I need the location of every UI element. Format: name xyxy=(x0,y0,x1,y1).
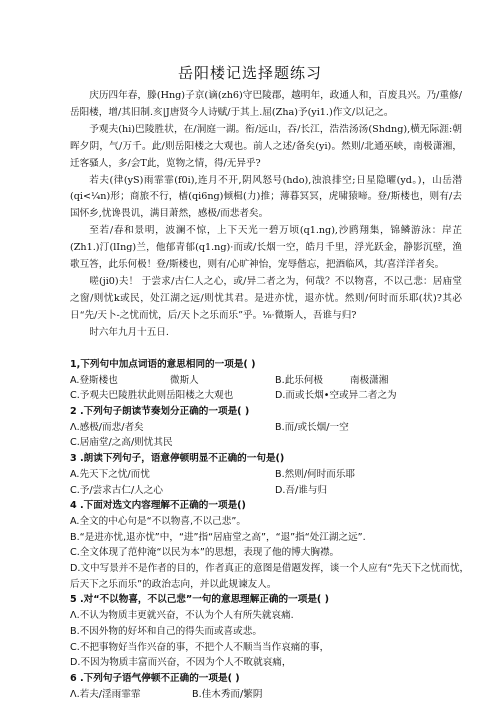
question-5-option-d: D.不因为物质丰富而兴奋，不因为个人不畋就哀痛， xyxy=(70,657,292,669)
question-4-option-a: A.全文的中心句是“不以物喜,不以己悲”。 xyxy=(70,515,246,527)
passage-paragraph: 庆历四年春，滕(Hng)子京(谪(zh6)守巴陵郡，越明年，政通人和，百废具兴。乃/重修/岳阳楼，增/其旧制.亥|J唐贤今人诗赋/于其上.屈(Zha)予(yi1.)作文/以记之。 xyxy=(70,90,462,118)
question-3-stem: 3 .朗读下列句子，语意停顿明显不正确的一句是() xyxy=(70,453,285,465)
question-4-option-d: D.文中写景并不是作者的目的，作者真正的意图是借题发挥，谈一个人应有“先天下之忧而忧，后天下之乐而乐”的政治志向，并以此规谏友人。 xyxy=(70,563,470,590)
question-3-options-row-1 xyxy=(70,467,470,483)
question-2-options-row-1 xyxy=(70,420,470,436)
question-2-option-b: B.而/或长烟/一空 xyxy=(275,421,349,433)
question-3-options-row-2 xyxy=(70,483,470,499)
question-1-option-b-pair: 南极潇湘 xyxy=(350,374,389,386)
question-6-options-row-1 xyxy=(70,687,470,703)
question-1-option-b: B.此乐何极 xyxy=(275,374,324,386)
question-1-option-d: D.而或长烟•空或异二者之为 xyxy=(275,390,397,402)
question-4-option-b: B.“是进亦忧,退亦忧”中，“进”指“居庙堂之高”，“退”指“处江湖之远”. xyxy=(70,531,366,543)
question-5-option-b: B.不因外物的好坏和自己的得失而或喜或悲。 xyxy=(70,625,262,637)
question-3-option-b: B.然则/何时而乐耶 xyxy=(275,468,356,480)
question-2-stem: 2 .下列句子朗读节奏划分正确的一项是( ) xyxy=(70,406,250,418)
passage-date: 时六年九月十五日. xyxy=(89,326,169,338)
question-1-options-row-2 xyxy=(70,388,470,404)
question-5-option-c: C.不把事物好当作兴奋的事，不把个人不顺当当作哀痛的事， xyxy=(70,641,330,653)
question-1-stem: 1,下列句中加点词语的意思相同的一项是( ) xyxy=(70,359,256,370)
passage-paragraph: 至若/春和景明，波澜不惊，上下天光一碧万顷(q1.ng),沙鸥翔集，锦鳞游泳：岸芷(Zh1.)汀(lIng)兰，他郁青郁(q1.ng)·而或/长烟一空，皓月千里，浮光跃金，静影沉壁，渔歌互答，此乐何极！登/斯楼也，则有/心旷神怡，宠辱偕忘，把酒临风，其/喜洋洋者矣。 xyxy=(70,225,462,271)
question-4-option-c: C.全文体现了范仲淹“以民为本”的思想，表现了他的博大胸襟。 xyxy=(70,547,340,559)
question-5-option-a: Λ.不认为物质丰更就兴奋，不认为个人有所失就哀痛. xyxy=(70,610,294,622)
question-3-option-a: A.先天下之忧/而忧 xyxy=(70,468,150,480)
question-3-option-c: C.予/尝求古仁/人之心 xyxy=(70,484,163,496)
question-2-option-a: Λ.感极/而悲/者矣 xyxy=(70,421,144,433)
page-title: 岳阳楼记选择题练习 xyxy=(177,64,322,82)
question-list xyxy=(70,357,470,702)
passage-text xyxy=(70,88,462,342)
question-6-option-b: B.佳木秀而/繁阴 xyxy=(192,688,263,700)
question-6-stem: 6 .下列句子语气停顿不正确的一项是( ) xyxy=(70,672,240,684)
passage-paragraph: 若夫(律(yS)雨霏霏(f0i),连月不开,阴风怒号(hdo),浊浪排空;日星隐曜(yd。)，山岳潜(qi<¼n)形；商旅不行，樯(qi6ng)倾楫(力)推；薄暮冥冥，虎啸猿啼。登/斯楼也，则有/去国怀乡,忧谗畏讥，满目萧然，感极/而悲者矣。 xyxy=(70,174,462,220)
question-6-option-a: Λ.若夫/淫雨霏霏 xyxy=(70,688,141,700)
passage-paragraph: 予观夫(hi)巴陵胜状，在/洞庭一湖。衔/远山，吞/长江，浩浩汤汤(Shdng),横无际涯:朝晖夕阴，气/万千。此/则岳阳楼之大观也。前人之述/备矣(yi)。然则/北通巫峡，南极潇湘，迁客骚人，多/会T此，览物之情，得/无异乎? xyxy=(70,123,462,169)
question-3-option-d: D.吾/谁与归 xyxy=(275,484,328,496)
question-4-stem: 4 .下面对选文内容理解不正确的一项是() xyxy=(70,500,246,512)
question-1-option-a-pair: 微斯人 xyxy=(170,374,199,386)
question-1-option-a: A.登斯楼也 xyxy=(70,374,118,386)
question-5-stem: 5 .对“不以物喜，不以己悲”一句的意思理解正确的一项是( ) xyxy=(70,594,330,606)
question-2-option-c: C.居庙堂/之高/则忧其民 xyxy=(70,437,173,449)
passage-paragraph: 嗟(ji0)夫！ 于尝求/古仁人之心，或/异二者之为，何哉？不以物喜，不以己悲：居庙堂之窗/则忧k或民，处江湖之远/则忧其君。是进亦忧，退亦忧。然则/何时而乐耶(状)?其必日“先/天卜-之忧而忧，后/天卜之乐而乐”乎。⅛·微斯人，吾谁与归? xyxy=(70,275,462,321)
question-1-option-c: C.予观夫巴陵胜状此则岳阳楼之大观也 xyxy=(70,390,234,402)
question-1-options-row-1 xyxy=(70,373,470,389)
